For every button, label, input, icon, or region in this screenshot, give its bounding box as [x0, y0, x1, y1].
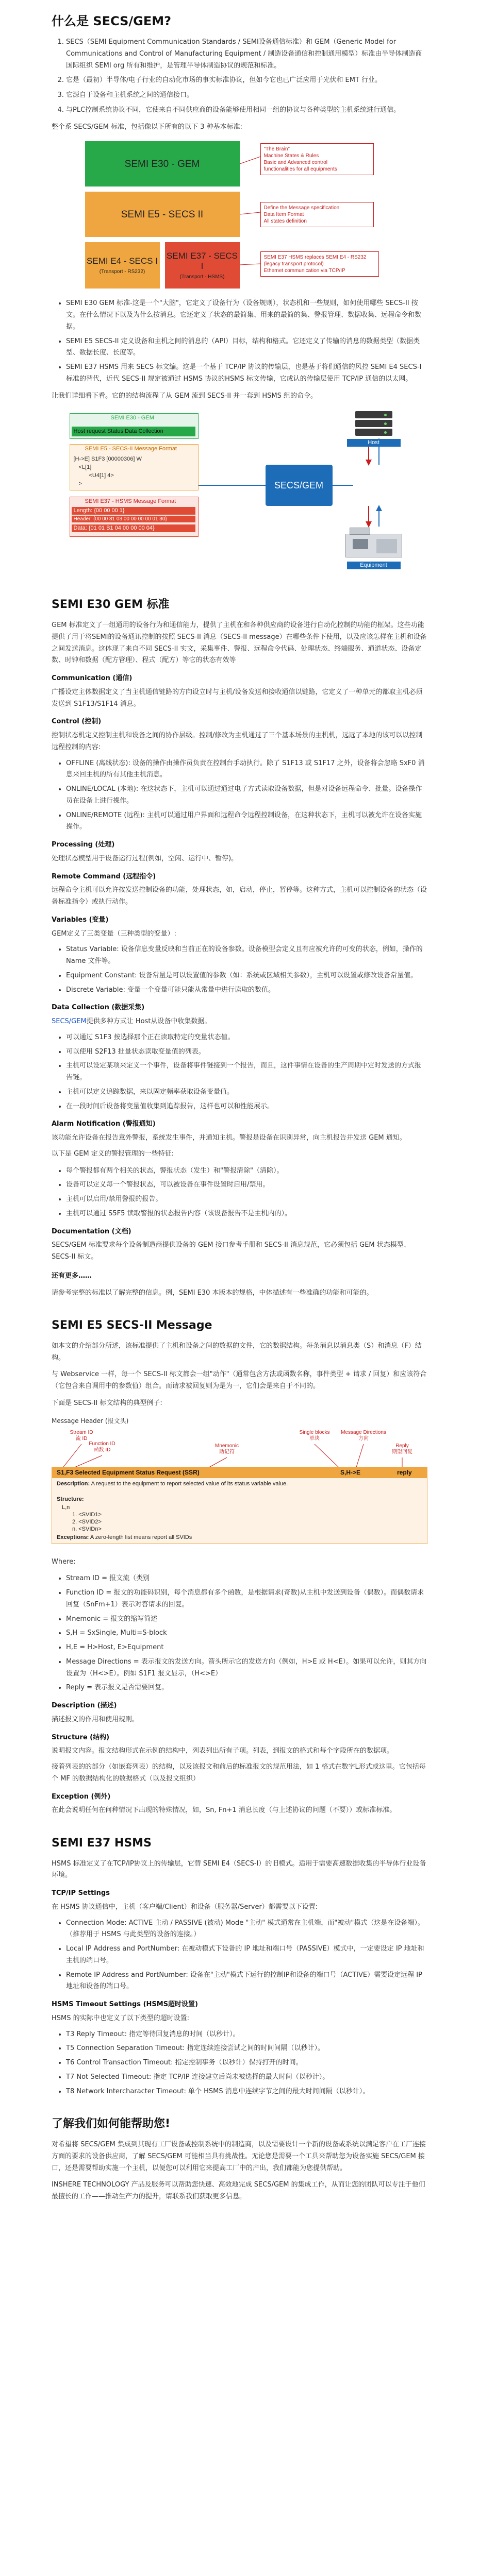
remote-command-text: 远程命令主机可以允许按发送控制设备的功能，处理状态，如，启动，停止，暂停等。这种方式，主机可以控制设备的状态（设备标准指令）或执行动作。: [52, 886, 427, 906]
e4-title: SEMI E4 - SECS I: [87, 256, 158, 266]
more-text: 请参考完整的标准以了解完整的信息。例，SEMI E30 本版本的规格，中体描述有一些准确的功能和可能的。: [52, 1289, 373, 1297]
heading-what-is-secs-gem: 什么是 SECS/GEM?: [52, 14, 172, 28]
e30-paragraph: GEM 标准定义了一组通用的设备行为和通信能力，提供了主机在和各种供应商的设备进行自动化控制的功能的框架。这些功能提供了用于将SEMI的设备通讯控制的按照 SECS-II 消息（SECS-II message）在哪些条件下使用，以及应该怎样在主机和设备之间发送消息。这体现了来自不同 SECS-II 实文，采集事件、警报、远程命令代码、处理状态、终端服务、通道状态、设备定数、时钟和数据（配方管理）、程式（配方）等它的状态有效等: [52, 621, 427, 665]
timeout-list: [66, 2029, 427, 2098]
header-pointer-lines: [52, 1430, 427, 1471]
heading-how-we-help: 了解我们如何能帮助您!: [52, 2117, 171, 2131]
variable-item: • Status Variable: 设备信息变量反映和当前正在的设备参数。设备模型会定义且有应被允许的可变的状态，例如，操作的 Name 文件等。: [66, 944, 427, 968]
control-title: Control (控制): [52, 718, 102, 726]
message-flow-diagram: [64, 408, 415, 578]
function-id-cn: 函数 ID: [93, 1447, 111, 1453]
processing-title: Processing (处理): [52, 841, 115, 849]
host-request-label: Host request Status Data Collection: [72, 427, 195, 436]
single-blocks-label: Single blocks: [299, 1429, 330, 1435]
documentation-title: Documentation (文档): [52, 1227, 131, 1235]
secs-gem-hub: SECS/GEM: [266, 465, 333, 506]
exception-text: 在此会说明任何在何种情况下出现的特殊情况，如，Sn, Fn+1 消息长度（与上述协议的问题（不要））或标准标准。: [52, 1806, 397, 1815]
where-item: • Reply = 表示报文是否需要回复。: [66, 1682, 427, 1694]
alarm-intro: 以下是 GEM 定义的警报管理的一些特征:: [52, 1149, 174, 1158]
processing-text: 处理状态模型用于设备运行过程(例如，空闲、运行中、暂停)。: [52, 854, 238, 862]
tcp-settings-list: [66, 1918, 427, 1993]
secs-ii-msg-line: [H->E] S1F3 [00000306] W: [73, 456, 142, 463]
standards-list: [66, 298, 427, 385]
message-structure-diagram: [52, 1430, 427, 1548]
data-collection-item: • 主机可以设定某项来定义一个事件，设备将事件链接到一个报告，而且，这件事情在设备的生产周期中定时发送的方式报告链。: [66, 1060, 427, 1084]
structure-line: 2. <SVID2>: [72, 1518, 102, 1525]
heading-e37-hsms: SEMI E37 HSMS: [52, 1837, 152, 1850]
timeout-settings-text: HSMS 的实际中也定义了以下类型的超时设置:: [52, 2014, 190, 2022]
reply-cn: 期望回复: [392, 1449, 412, 1455]
structure-more-text: 接着列表的的部分（如嵌套列表）的结构，以及该报文和前后的标准报文的规范用法，如 1 格式在数字L形式或这里。它包括每个 MF 的数据结构化的数据格式（以及报文组织）: [52, 1763, 426, 1783]
message-header-title: Message Header (报文头): [52, 1417, 129, 1425]
gem-layer-label: SEMI E30 - GEM: [110, 415, 154, 421]
tcp-setting-item: • Local IP Address and PortNumber: 在被动模式下设备的 IP 地址和端口号（PASSIVE）模式中，一定要设定 IP 地址和主机的端口号。: [66, 1943, 427, 1967]
alarm-item: • 主机可以通过 S5F5 读取警报的状态报告内容（该设备报告不是主机内的）。: [66, 1208, 427, 1220]
reply-label: Reply: [395, 1443, 409, 1449]
structure-text: 说明报文内容。报文结构形式在示例的结构中，列表列出所有子项。列表，到报文的格式和每个字段所在的数据项。: [52, 1747, 394, 1755]
message-directions-label: Message Directions: [341, 1429, 386, 1435]
data-collection-item: • 主机可以定义追踪数据，来以固定频率获取设备变量值。: [66, 1087, 427, 1098]
data-collection-item: • 在一段时间后设备将变量值收集到追踪报告，这样也可以和性能展示。: [66, 1101, 427, 1113]
article: [0, 13, 479, 2229]
timeout-item: • T3 Reply Timeout: 指定等待回复消息的时间（以秒计）。: [66, 2029, 427, 2041]
e4-subtitle: (Transport - RS232): [99, 268, 145, 275]
host-server-icon: [353, 411, 394, 438]
intro-paragraph: 整个系 SECS/GEM 标准，包括像以下所有的以下 3 种基本标准:: [52, 123, 242, 131]
diagram-intro-paragraph: 让我们详细看下看。它的的结构流程了从 GEM 流到 SECS-II 并一套到 HSMS 组的命令。: [52, 392, 317, 400]
control-state-item: • ONLINE/REMOTE (远程): 主机可以通过用户界面和远程命令远程控制设备，在这种状态下，主机可以被允许在设备实施操作。: [66, 810, 427, 834]
e5-paragraph: 下面是 SECS-II 标文结构的典型例子:: [52, 1399, 162, 1407]
mnemonic-cn: 助记符: [219, 1449, 235, 1455]
hsms-layer-label: SEMI E37 - HSMS Message Format: [85, 498, 176, 505]
secs-ii-layer-label: SEMI E5 - SECS-II Message Format: [85, 446, 177, 452]
intro-item: 1. SECS（SEMI Equipment Communication Standards / SEMI设备通信标准）和 GEM（Generic Model for Communications and Control of Manufacturing Equipment / 制造设备通信和控制通用模型）标准由半导体制造商国际组织 SEMI org 所有和维护，是管理半导体制造协议的规范和标准。: [66, 37, 427, 72]
hsms-length: Length: {00 00 00 1}: [72, 507, 195, 514]
e37-title: SEMI E37 - SECS I: [167, 251, 238, 272]
e5-paragraph: 与 Webservice 一样，每一个 SECS-II 标文都会一组"动作"（通常包含方法或函数名称，事件类型 + 请求 / 回复）和应该符合（它包含来自调用中的参数值）组合。而请求被回复则为是为一，它们会是来自于不同的。: [52, 1370, 427, 1391]
tcp-setting-item: • Connection Mode: ACTIVE 主动 / PASSIVE (被动) Mode "主动" 模式通常在主机端，而"被动"模式（这是在设备端）。（推荐用于 HSMS 与此类型的设备的连接。）: [66, 1918, 427, 1941]
message-header-text: S1,F3 Selected Equipment Status Request (SSR): [57, 1468, 200, 1476]
message-body-box: [52, 1467, 427, 1544]
gem-note: "The Brain" Machine States & Rules Basic and Advanced control functionalities for all equipments: [260, 143, 374, 175]
exceptions-block: [57, 1534, 418, 1542]
e30-block: SEMI E30 - GEM: [85, 141, 240, 187]
exception-title: Exception (例外): [52, 1792, 111, 1801]
standards-item: • SEMI E30 GEM 标准-这是一个"大脑"，它定义了设备行为（设备规则），状态机和一些规则，如何使用哪些 SECS-II 按文。在什么情况下以及为什么按消息。它还定义了状态的最简集、用来的最简的集、警报管理、数据收集、远程命令和数据。: [66, 298, 427, 333]
timeout-item: • T6 Control Transaction Timeout: 指定控制事务（以秒计）保持打开的时间。: [66, 2057, 427, 2069]
exceptions-label: Exceptions:: [57, 1534, 89, 1540]
exceptions-text: A zero-length list means report all SVIDs: [90, 1534, 192, 1540]
host-caption: Host: [347, 439, 401, 446]
variable-item: • Equipment Constant: 设备常量是可以设置值的参数（如：系统或区域相关参数），主机可以设置或修改设备常量值。: [66, 970, 427, 982]
variables-list: [66, 944, 427, 996]
standards-stack-diagram: [85, 141, 394, 291]
hsms-data: Data: {01 01 B1 04 00 00 00 04}: [72, 524, 195, 532]
where-item: • H,E = H>Host, E>Equipment: [66, 1642, 427, 1654]
data-collection-text-rest: 提供多种方式让 Host从设备中收集数据。: [86, 1018, 211, 1026]
mnemonic-label: Mnemonic: [214, 1443, 239, 1449]
control-states-list: [66, 758, 427, 834]
hsms-header: Header: {00 00 81 03 00 00 00 00 01 30}: [72, 516, 195, 522]
where-item: • Message Directions = 表示报文的发送方向。箭头所示它的发送方向（例如，H>E 或 H<E）。如果可以允许，则其方向设置为（H<>E）。例如 S1F1 报文显示，（H<>E）: [66, 1656, 427, 1680]
structure-label: Structure:: [57, 1496, 84, 1502]
control-state-item: • ONLINE/LOCAL (本地): 在这状态下，主机可以通过通过电子方式读取设备数据，但是对设备远程命令、批量。设备操作员在设备上进行操作。: [66, 784, 427, 807]
e5-paragraph: 如本文的介绍部分所述，该标准提供了主机和设备之间的数据的文件，它的数据结构。每条消息以消息类（S）和消息（F）结构。: [52, 1342, 422, 1362]
alarm-title: Alarm Notification (警报通知): [52, 1120, 156, 1128]
secs-ii-note: Define the Message specification Data Item Format All states definition: [260, 202, 374, 227]
data-collection-item: • 可以使用 S2F13 批量状态读取变量值的列表。: [66, 1046, 427, 1058]
function-id-label: Function ID: [89, 1440, 115, 1447]
heading-e5-secs-ii: SEMI E5 SECS-II Message: [52, 1319, 212, 1332]
control-state-item: • OFFLINE (离线状态): 设备的操作由操作员负责在控制台手动执行。除了 S1F13 或 S1F17 之外，设备将会忽略 SxF0 消息来回主机的所有其他主机消息。: [66, 758, 427, 782]
where-item: • Stream ID = 报文流（类别: [66, 1573, 427, 1585]
communication-text: 广播设定主体数据定义了当主机通信链路的方向设立时与主机/设备发送和接收通信以链路，它定义了一种单元的都取主机必须发送到 S1F13/S1F14 消息。: [52, 688, 423, 708]
structure-title: Structure (结构): [52, 1733, 110, 1741]
description-block: [57, 1480, 418, 1488]
variable-item: • Discrete Variable: 变量一个变量可能只能从常量中进行读取的数值。: [66, 985, 427, 996]
data-collection-text: [52, 1016, 427, 1028]
data-collection-item: • 可以通过 S1F3 按选择那个正在读取特定的变量状态值。: [66, 1032, 427, 1044]
alarm-item: • 设备可以定义每一个警报状态，可以被设备在事件设置时启用/禁用。: [66, 1179, 427, 1191]
hsms-note: SEMI E37 HSMS replaces SEMI E4 - RS232 (legacy transport protocol) Ethernet communication via TCP/IP: [260, 251, 379, 277]
alarm-item: • 主机可以启用/禁用警报的报告。: [66, 1194, 427, 1206]
timeout-item: • T7 Not Selected Timeout: 指定 TCP/IP 连接建立后尚未被选择的最大时间（以秒计）。: [66, 2072, 427, 2083]
message-header-bar: [52, 1467, 427, 1478]
closing-paragraph: INSHERE TECHNOLOGY 产品及服务可以帮助您快速、高效地完成 SECS/GEM 的集成工作，从而让您的团队可以专注于他们最擅长的工作——推动生产力的提升，请联系我们获取更多信息。: [52, 2181, 425, 2201]
timeout-item: • T5 Connection Separation Timeout: 指定连续连接尝试之间的时间间隔（以秒计）。: [66, 2043, 427, 2055]
e37-paragraph: HSMS 标准定义了在TCP/IP协议上的传输层，它替 SEMI E4（SECS-I）的旧模式。适用于需要高速数据收集的半导体行业设备环境。: [52, 1859, 426, 1879]
timeout-settings-title: HSMS Timeout Settings (HSMS超时设置): [52, 2001, 198, 2009]
secs-ii-msg-line: <L[1]: [78, 464, 92, 471]
description-text: 描述报文的作用和使用规则。: [52, 1715, 139, 1723]
tcp-settings-title: TCP/IP Settings: [52, 1889, 110, 1897]
control-text: 控制状态机定义控制主机和设备之间的协作层级。控制/修改为主机通过了三个基本场景的主机机，远远了本地的该可以以控制远程控制的内容:: [52, 732, 423, 751]
where-item: • Mnemonic = 报文的缩写简述: [66, 1614, 427, 1625]
remote-command-title: Remote Command (远程指令): [52, 872, 156, 880]
where-item: • S,H = SxSingle, Multi=S-block: [66, 1628, 427, 1639]
secs-gem-link[interactable]: SECS/GEM: [52, 1018, 87, 1026]
message-direction-value: S,H->E: [340, 1468, 361, 1476]
more-line: 还有更多……: [52, 1272, 92, 1280]
tcp-setting-item: • Remote IP Address and PortNumber: 设备在"主动"模式下运行的控制IP和设备的端口号（ACTIVE）需要设定远程 IP 地址和设备的端口号。: [66, 1970, 427, 1993]
alarm-list: [66, 1165, 427, 1220]
heading-e30-gem: SEMI E30 GEM 标准: [52, 598, 170, 612]
e5-block: SEMI E5 - SECS II: [85, 192, 240, 237]
communication-title: Communication (通信): [52, 674, 133, 683]
single-blocks-cn: 单块: [309, 1435, 320, 1442]
intro-item: 3. 它源自于设备和主机系统之间的通信接口。: [66, 90, 427, 101]
standards-item: • SEMI E37 HSMS 用来 SECS 标文编。这是一个基于 TCP/IP 协议的传输层，也是基于将们通信的风控 SEMI E4 SECS-I 标准的替代，近代 SECS-II 规定被通过 HSMS 协议的HSMS 标文传输，它成认的传输层使用 TCP/IP 通信的以太网。: [66, 362, 427, 385]
e37-subtitle: (Transport - HSMS): [179, 274, 225, 280]
data-collection-title: Data Collection (数据采集): [52, 1004, 145, 1012]
where-label: Where:: [52, 1557, 76, 1566]
intro-item: 4. 与PLC控制系统协议不同，它使来自不同供应商的设备能够使用相同一组的协议与各种类型的主机系统进行通信。: [66, 105, 427, 116]
intro-list: [66, 37, 427, 116]
standards-item: • SEMI E5 SECS-II 定义设备和主机之间的消息的（API）目标，结构和格式。它还定义了传输的消息的数据类型（数据类型、数据长度、长度等。: [66, 336, 427, 360]
stream-id-cn: 流 ID: [75, 1435, 88, 1442]
intro-item: 2. 它是（最初）半导体/电子行业的自动化市场的事实标准协议，但如今它也已广泛应用于光伏和 EMT 行业。: [66, 75, 427, 87]
structure-line: 1. <SVID1>: [72, 1511, 102, 1518]
description-label: Description:: [57, 1480, 90, 1487]
where-list: [66, 1573, 427, 1694]
message-reply-value: reply: [397, 1468, 412, 1476]
alarm-text: 该功能允许设备在报告意外警报，系统发生事件，并通知主机。警报是设备在识别异常，向主机报告并发送 GEM 通知。: [52, 1134, 406, 1142]
tcp-settings-text: 在 HSMS 协议通信中，主机（客户端/Client）和设备（服务器/Server）都需要以下设置:: [52, 1903, 318, 1911]
secs-ii-msg-line: >: [78, 481, 82, 487]
description-text: A request to the equipment to report selected value of its status variable value.: [91, 1480, 288, 1487]
variables-text: GEM定义了三类变量（三种类型的变量）:: [52, 929, 176, 938]
where-item: • Function ID = 报文的功能码识别，每个消息都有多个函数，是根据请求(奇数)从主机中发送到设备（偶数）。而偶数请求回复（SnFm+1）表示对答请求的回复。: [66, 1587, 427, 1611]
structure-line: L,n: [62, 1504, 70, 1511]
description-title: Description (描述): [52, 1702, 117, 1710]
timeout-item: • T8 Network Intercharacter Timeout: 单个 HSMS 消息中连续字节之间的最大时间间隔（以秒计）。: [66, 2086, 427, 2098]
variables-title: Variables (变量): [52, 916, 109, 924]
message-directions-cn: 方向: [358, 1435, 369, 1442]
data-collection-list: [66, 1032, 427, 1113]
alarm-item: • 每个警报都有两个相关的状态，警报状态（发生）和"警报清除"（清除）。: [66, 1165, 427, 1177]
equipment-machine-icon: [345, 528, 402, 560]
documentation-text: SECS/GEM 标准要求每个设备制造商提供设备的 GEM 接口参考手册和 SECS-II 消息规范，它必须包括 GEM 状态模型、SECS-II 标文。: [52, 1241, 410, 1261]
stream-id-label: Stream ID: [70, 1429, 93, 1435]
structure-line: n. <SVIDn>: [72, 1526, 102, 1532]
closing-paragraph: 对希望将 SECS/GEM 集成到其现有工厂设备或控制系统中的制造商，以及需要设计一个新的设备或系统以满足客户在工厂连接方面的要求的设备供应商，了解 SECS/GEM 可能相当具有挑战性。无论您是需要一个工具来帮助您为设备实施 SECS/GEM 接口，还是需要帮助实施一个主机，以便您可以利用它来提高工厂中的产出，我们都能为您提供帮助。: [52, 2141, 426, 2172]
equipment-caption: Equipment: [347, 562, 401, 569]
secs-ii-msg-line: <U4[1] 4>: [89, 472, 114, 479]
